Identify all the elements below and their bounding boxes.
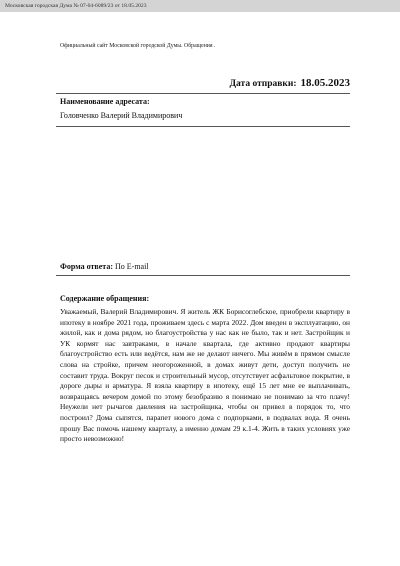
answer-form-row [60,262,149,271]
document-header-bar [0,0,400,12]
divider-top [56,93,350,94]
addressee-title: Наименование адресата: [60,97,150,106]
divider-answer [56,275,350,276]
site-source-line: Официальный сайт Московской городской Думы. Обращения . [60,43,216,49]
answer-form-label: Форма ответа: [60,262,113,271]
answer-form-value: По E-mail [114,262,149,271]
date-sent-label: Дата отправки: [229,79,297,89]
date-sent-value: 18.05.2023 [300,77,350,89]
addressee-name: Головченко Валерий Владимирович [60,111,183,120]
appeal-body-text: Уважаемый, Валерий Владимирович. Я житель ЖК Борисоглебское, приобрели квартиру в ипотеку в ноябре 2021 года, проживаем здесь с марта 2022. Дом введен в эксплуатацию, он жилой, как и дома рядом, но благоустройства у нас как не было, так и нет. Застройщик и УК кормят нас завтраками, в начале квартала, где активно продают квартиры благоустройство есть или ведётся, нам же не делают ничего. Мы живём в прямом смысле слова на стройке, причем неогороженной, в домах живут дети, доступ получить не составит труда. Вокруг песок и строительный мусор, отсутствует асфальтовое покрытие, в дороге дыры и арматура. Я взяла квартиру в ипотеку, ещё 15 лет мне ее выплачивать, возвращаясь вечером домой по этому безобразию я понимаю не понимаю за что плачу! Неужели нет рычагов давления на застройщика, чтобы он привел в порядок то, что построил? Дома сыпятся, парапет нового дома с подпорками, в подвалах вода. Я очень прошу Вас помочь нашему кварталу, а именно домам 29 к.1-4. Жить в таких условиях уже просто невозможно! [60,307,350,444]
document-registration-text: Московская городская Дума № 07-04-6089/23 от 18.05.2023 [5,3,147,9]
date-sent-row [56,73,350,91]
divider-addressee [56,126,350,127]
appeal-title: Содержание обращения: [60,294,150,303]
